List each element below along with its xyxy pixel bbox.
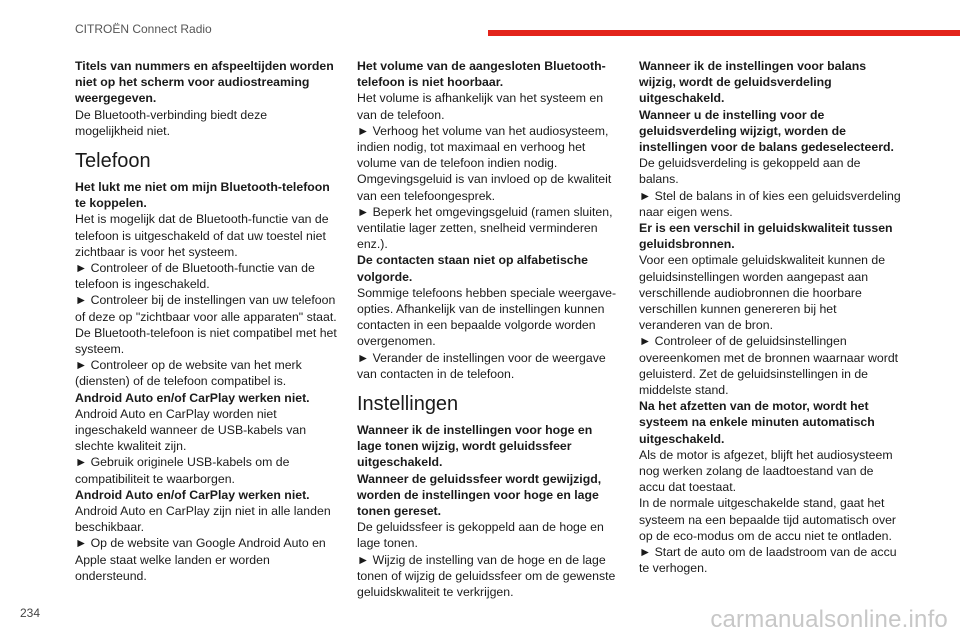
paragraph-text: ► Verhoog het volume van het audiosysteem, indien nodig, tot maximaal en verhoog het volume van de telefoon indien nodig. <box>357 123 609 171</box>
section-heading: Telefoon <box>75 150 151 173</box>
paragraph-text: ► Beperk het omgevingsgeluid (ramen sluiten, ventilatie lager zetten, snelheid verminderen enz.). <box>357 204 613 252</box>
paragraph-text: ► Controleer of de Bluetooth-functie van de telefoon is ingeschakeld. <box>75 261 315 292</box>
paragraph-text: Het volume is afhankelijk van het systeem en van de telefoon. <box>357 91 604 122</box>
question-text: Wanneer de geluidssfeer wordt gewijzigd, worden de instellingen voor hoge en lage tonen gereset. <box>357 471 602 519</box>
section-heading: Instellingen <box>357 393 459 416</box>
question-text: Android Auto en/of CarPlay werken niet. <box>75 390 310 405</box>
paragraph-text: Het is mogelijk dat de Bluetooth-functie van de telefoon is uitgeschakeld of dat uw toestel niet zichtbaar is voor het systeem. <box>75 212 329 259</box>
paragraph-text: Sommige telefoons hebben speciale weergave-opties. Afhankelijk van de instellingen kunnen contacten in een bepaalde volgorde worden overgenomen. <box>357 285 617 349</box>
paragraph-text: Als de motor is afgezet, blijft het audiosysteem nog werken zolang de laadtoestand van de accu dat toestaat. <box>639 447 893 495</box>
paragraph-text: ► Gebruik originele USB-kabels om de compatibiliteit te waarborgen. <box>75 455 290 486</box>
paragraph-text: De Bluetooth-telefoon is niet compatibel met het systeem. <box>75 325 337 357</box>
paragraph-text: Android Auto en CarPlay worden niet ingeschakeld wanneer de USB-kabels van slechte kwaliteit zijn. <box>75 406 307 454</box>
paragraph-text: ► Controleer of de geluidsinstellingen overeenkomen met de bronnen waarnaar wordt geluisterd. Zet de geluidsinstellingen in de middelste stand. <box>639 334 899 398</box>
question-text: Android Auto en/of CarPlay werken niet. <box>75 487 310 502</box>
paragraph-text: De geluidssfeer is gekoppeld aan de hoge en lage tonen. <box>357 520 604 551</box>
question-text: Het lukt me niet om mijn Bluetooth-telefoon te koppelen. <box>75 180 330 211</box>
paragraph-text: Android Auto en CarPlay zijn niet in alle landen beschikbaar. <box>75 504 331 535</box>
paragraph-text: ► Op de website van Google Android Auto en Apple staat welke landen er worden ondersteund. <box>75 536 326 583</box>
question-text: Wanneer ik de instellingen voor balans wijzig, wordt de geluidsverdeling uitgeschakeld. <box>639 59 867 106</box>
question-text: Wanneer ik de instellingen voor hoge en lage tonen wijzig, wordt geluidssfeer uitgeschakeld. <box>357 423 593 470</box>
paragraph-text: Omgevingsgeluid is van invloed op de kwaliteit van een telefoongesprek. <box>357 172 612 203</box>
paragraph-text: ► Controleer op de website van het merk (diensten) of de telefoon compatibel is. <box>75 358 302 389</box>
question-text: De contacten staan niet op alfabetische volgorde. <box>357 253 588 284</box>
paragraph-text: ► Verander de instellingen voor de weergave van contacten in de telefoon. <box>357 350 606 381</box>
column-left <box>75 58 337 584</box>
paragraph-text: ► Controleer bij de instellingen van uw telefoon of deze op "zichtbaar voor alle apparaten" staat. <box>75 293 337 324</box>
question-text: Het volume van de aangesloten Bluetooth-telefoon is niet hoorbaar. <box>357 59 606 90</box>
paragraph-text: Voor een optimale geluidskwaliteit kunnen de geluidsinstellingen worden aangepast aan verschillende audiobronnen die hoorbare verschillen kunnen genereren bij het veranderen van de bron. <box>639 253 886 333</box>
header-accent-bar <box>488 30 960 36</box>
paragraph-text: ► Wijzig de instelling van de hoge en de lage tonen of wijzig de geluidssfeer om de gewenste geluidskwaliteit te verkrijgen. <box>357 552 616 600</box>
watermark: carmanualsonline.info <box>710 606 948 633</box>
paragraph-text: ► Start de auto om de laadstroom van de accu te verhogen. <box>639 545 897 576</box>
question-text: Wanneer u de instelling voor de geluidsverdeling wijzigt, worden de instellingen voor de balans gedeselecteerd. <box>639 107 894 155</box>
question-text: Titels van nummers en afspeeltijden worden niet op het scherm voor audiostreaming weergegeven. <box>75 59 334 106</box>
question-text: Na het afzetten van de motor, wordt het systeem na enkele minuten automatisch uitgeschakeld. <box>639 399 875 446</box>
page-number: 234 <box>20 606 41 620</box>
paragraph-text: De Bluetooth-verbinding biedt deze mogelijkheid niet. <box>75 107 268 138</box>
paragraph-text: In de normale uitgeschakelde stand, gaat het systeem na een bepaalde tijd automatisch over op de eco-modus om de accu niet te ontladen. <box>639 496 897 543</box>
question-text: Er is een verschil in geluidskwaliteit tussen geluidsbronnen. <box>639 221 893 252</box>
paragraph-text: ► Stel de balans in of kies een geluidsverdeling naar eigen wens. <box>639 188 901 219</box>
column-middle <box>357 58 619 600</box>
column-right <box>639 58 901 577</box>
header-title: CITROËN Connect Radio <box>75 22 212 36</box>
paragraph-text: De geluidsverdeling is gekoppeld aan de balans. <box>639 156 861 187</box>
